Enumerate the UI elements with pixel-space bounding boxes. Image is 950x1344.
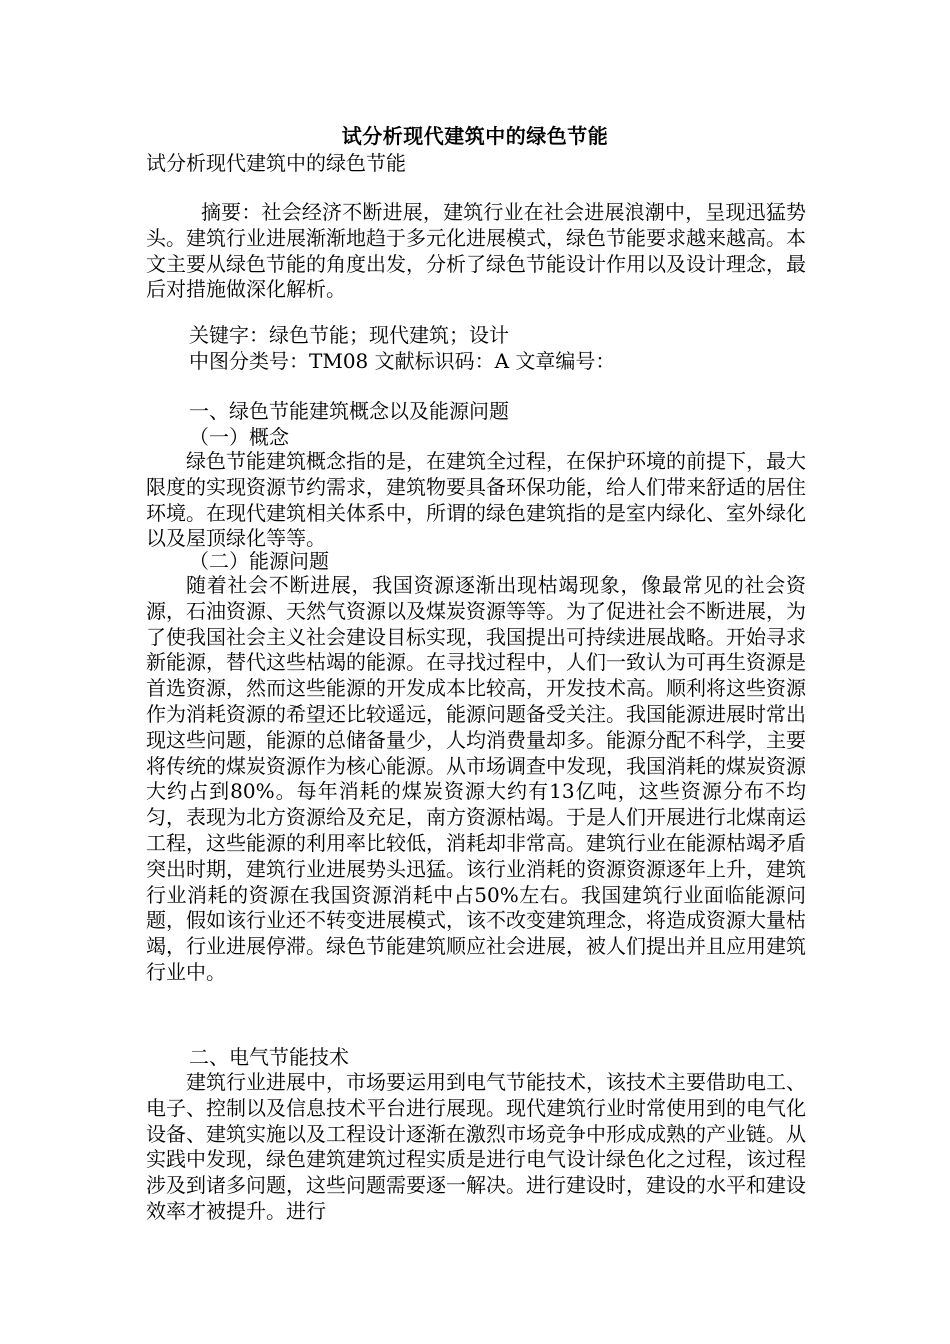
keywords-line: 关键字：绿色节能；现代建筑；设计 bbox=[189, 323, 509, 347]
classification-line: 中图分类号：TM08 文献标识码：A 文章编号： bbox=[189, 349, 616, 373]
section-1-paragraph-concept: 绿色节能建筑概念指的是，在建筑全过程，在保护环境的前提下，最大限度的实现资源节约需求，建筑物要具备环保功能，给人们带来舒适的居住环境。在现代建筑相关体系中，所谓的绿色建筑指的是室内绿化、室外绿化以及屋顶绿化等等。 bbox=[146, 449, 806, 551]
section-1-subheading-energy: （二）能源问题 bbox=[189, 549, 329, 573]
section-1-subheading-concept: （一）概念 bbox=[189, 425, 289, 449]
abstract-paragraph: 摘要：社会经济不断进展，建筑行业在社会进展浪潮中，呈现迅猛势头。建筑行业进展渐渐地趋于多元化进展模式，绿色节能要求越来越高。本文主要从绿色节能的角度出发，分析了绿色节能设计作用以及设计理念，最后对措施做深化解析。 bbox=[146, 200, 806, 302]
section-2-heading: 二、电气节能技术 bbox=[189, 1045, 349, 1069]
section-1-paragraph-energy: 随着社会不断进展，我国资源逐渐出现枯竭现象，像最常见的社会资源，石油资源、天然气资源以及煤炭资源等等。为了促进社会不断进展，为了使我国社会主义社会建设目标实现，我国提出可持续进展战略。开始寻求新能源，替代这些枯竭的能源。在寻找过程中，人们一致认为可再生资源是首选资源，然而这些能源的开发成本比较高，开发技术高。顺利将这些资源作为消耗资源的希望还比较遥远，能源问题备受关注。我国能源进展时常出现这些问题，能源的总储备量少，人均消费量却多。能源分配不科学，主要将传统的煤炭资源作为核心能源。从市场调查中发现，我国消耗的煤炭资源大约占到80%。每年消耗的煤炭资源大约有13亿吨，这些资源分布不均匀，表现为北方资源给及充足，南方资源枯竭。于是人们开展进行北煤南运工程，这些能源的利用率比较低，消耗却非常高。建筑行业在能源枯竭矛盾突出时期，建筑行业进展势头迅猛。该行业消耗的资源资源逐年上升，建筑行业消耗的资源在我国资源消耗中占50%左右。我国建筑行业面临能源问题，假如该行业还不转变进展模式，该不改变建筑理念，将造成资源大量枯竭，行业进展停滞。绿色节能建筑顺应社会进展，被人们提出并且应用建筑行业中。 bbox=[146, 573, 806, 984]
section-1-heading: 一、绿色节能建筑概念以及能源问题 bbox=[189, 399, 509, 423]
document-title: 试分析现代建筑中的绿色节能 bbox=[341, 124, 609, 148]
document-subtitle: 试分析现代建筑中的绿色节能 bbox=[146, 151, 406, 175]
section-2-paragraph: 建筑行业进展中，市场要运用到电气节能技术，该技术主要借助电工、电子、控制以及信息技术平台进行展现。现代建筑行业时常使用到的电气化设备、建筑实施以及工程设计逐渐在激烈市场竞争中形成成熟的产业链。从实践中发现，绿色建筑建筑过程实质是进行电气设计绿色化之过程，该过程涉及到诸多问题，这些问题需要逐一解决。进行建设时，建设的水平和建设效率才被提升。进行 bbox=[146, 1070, 806, 1223]
